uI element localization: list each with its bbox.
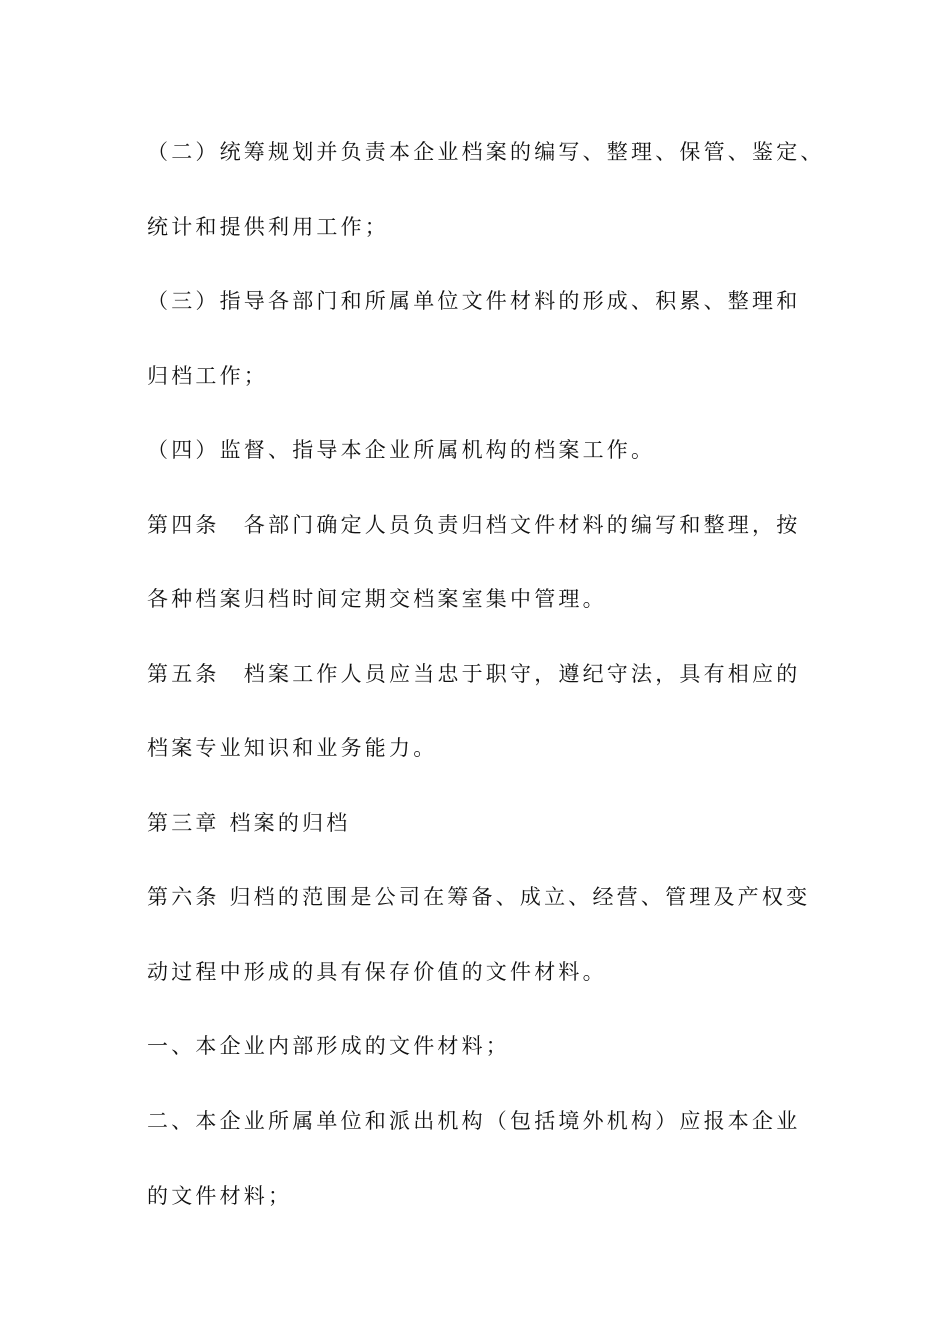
text-line: （四）监督、指导本企业所属机构的档案工作。 (147, 438, 656, 462)
text-line: 第六条 归档的范围是公司在筹备、成立、经营、管理及产权变 (147, 885, 811, 909)
text-line: 各种档案归档时间定期交档案室集中管理。 (147, 587, 607, 611)
text-line: 统计和提供利用工作； (147, 215, 389, 239)
chapter-heading: 第三章 档案的归档 (147, 811, 351, 835)
text-line: 档案专业知识和业务能力。 (147, 736, 438, 760)
text-line: 二、本企业所属单位和派出机构（包括境外机构）应报本企业 (147, 1109, 801, 1133)
text-line: 归档工作； (147, 364, 268, 388)
text-line: 动过程中形成的具有保存价值的文件材料。 (147, 960, 607, 984)
text-line: （三）指导各部门和所属单位文件材料的形成、积累、整理和 (147, 289, 801, 313)
text-line: 第五条 档案工作人员应当忠于职守，遵纪守法，具有相应的 (147, 662, 801, 686)
text-line: （二）统筹规划并负责本企业档案的编写、整理、保管、鉴定、 (147, 140, 825, 164)
text-line: 第四条 各部门确定人员负责归档文件材料的编写和整理，按 (147, 513, 801, 537)
text-line: 一、本企业内部形成的文件材料； (147, 1034, 510, 1058)
text-line: 的文件材料； (147, 1184, 293, 1208)
